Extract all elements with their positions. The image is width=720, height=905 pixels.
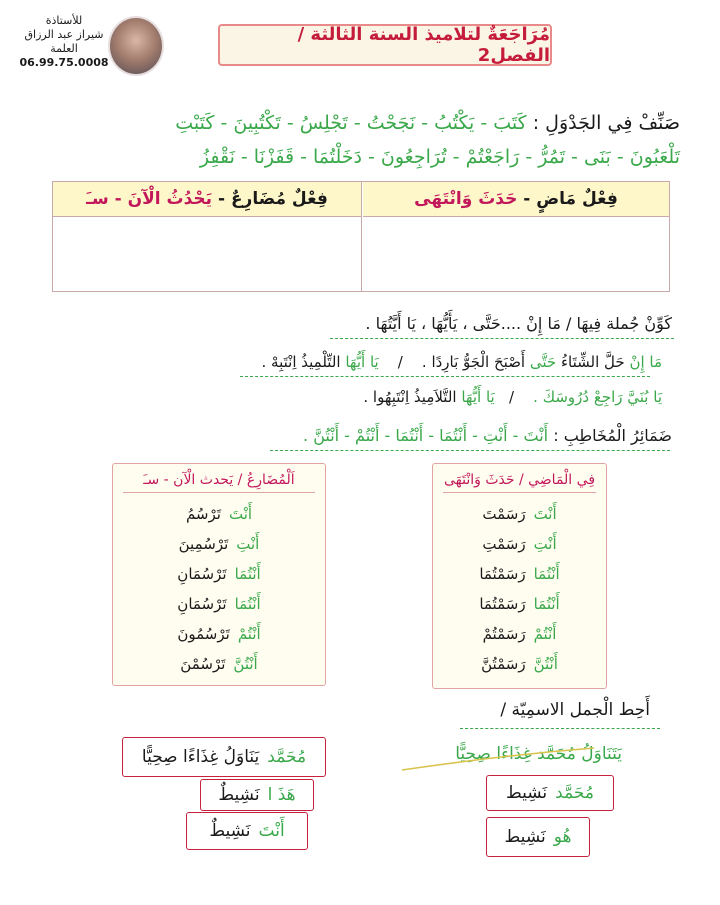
verb: رَسَمْتُنَّ — [481, 655, 526, 673]
pronoun: أَنْتُمْ — [237, 625, 261, 643]
col-present-label: فِعْلٌ مُضَارِعٌ - — [217, 189, 328, 209]
ex2-separator: / — [509, 388, 515, 406]
left-2-subject: هَذَ ا — [267, 785, 296, 805]
verb: تَرْسُمُ — [185, 505, 221, 523]
past-row — [433, 619, 606, 649]
example1-underline — [240, 376, 650, 377]
exercise3-line — [303, 426, 672, 445]
present-row — [113, 499, 325, 529]
exercise1-words-line1: كَتَبَ - يَكْتُبُ - نَجَحْتُ - تَجْلِسُ - تَكْتُبِينَ - كَتَبْتِ — [175, 112, 527, 134]
exercise4-instruction: أَحِط الْجمل الاسمِيّة / — [500, 700, 650, 720]
pronoun: أَنْتُمْ — [533, 625, 557, 643]
verb: رَسَمْتُمَا — [479, 565, 526, 583]
right-sentence-3-box — [486, 817, 590, 857]
verb: تَرْسُمَانِ — [177, 595, 227, 613]
table-header-past — [363, 182, 669, 217]
pronoun: أَنْتِ — [533, 535, 557, 553]
left-2-predicate: نَشِيطٌ — [218, 785, 260, 805]
ex1-text-a: حَلَّ الشِّتَاءُ — [560, 353, 625, 371]
verb: رَسَمْتِ — [482, 535, 526, 553]
pronoun: أَنْتُنَّ — [233, 655, 258, 673]
verb: تَرْسُمَانِ — [177, 565, 227, 583]
present-row — [113, 619, 325, 649]
pronoun: أَنْتَ — [228, 505, 253, 523]
exercise2-instruction: كَوِّنْ جُملة فِيهَا / مَا إِنْ ....حَتَّى ، يَأَيُّهَا ، يَا أَيَّتُهَا . — [365, 314, 672, 333]
left-3-predicate: نَشِيطٌ — [209, 821, 251, 841]
exercise2-example2 — [363, 388, 662, 406]
teacher-info — [14, 14, 114, 70]
pronoun: أَنْتُنَّ — [533, 655, 558, 673]
table-header-present — [53, 182, 362, 217]
present-row — [113, 529, 325, 559]
verb: رَسَمْتُمَا — [479, 595, 526, 613]
ex1-text-b: أَصْبَحَ الْجَوُّ بَارِدًا . — [421, 353, 526, 371]
exercise1-instruction: صَنِّفْ فِي الجَدْوَلِ : — [532, 112, 680, 134]
exercise1-words-line2: تَلْعَبُونَ - بَنَى - تَمُرُّ - رَاجَعْتُمْ - تُرَاجِعُونَ - دَخَلْتُمَا - قَفَزْنَا - نَقْفِزُ — [199, 146, 680, 168]
past-conjugation-box — [432, 463, 607, 689]
left-1-predicate: يَنَاوَلُ غِذَاءًا صِحِيًّا — [141, 747, 260, 767]
ex1-hatta: حَتَّى — [529, 353, 557, 371]
present-row — [113, 559, 325, 589]
exercise3-pronouns: أَنْتَ - أَنْتِ - أَنْتُمَا - أَنْتُمَا - أَنْتُمْ - أَنْتُنَّ . — [303, 426, 549, 445]
ex1-separator: / — [397, 353, 403, 371]
col-present-hint: يَحْدُثُ الْآنَ - سـَ — [86, 189, 213, 209]
past-box-header: فِي الْمَاضِي / حَدَثَ وَانْتَهَى — [443, 472, 596, 488]
teacher-name: شيراز عبد الرزاق — [24, 28, 104, 41]
past-row — [433, 559, 606, 589]
pronoun: أَنْتِ — [236, 535, 260, 553]
left-sentence-3-box — [186, 812, 308, 850]
classification-table — [52, 181, 670, 292]
left-sentence-1-box — [122, 737, 326, 777]
exercise4-underline — [460, 728, 660, 729]
left-1-subject: مُحَمَّد — [267, 747, 307, 767]
ex1-ya-ayyuha: يَا أَيُّهَا — [345, 353, 379, 371]
past-row — [433, 499, 606, 529]
exercise3-underline — [270, 450, 670, 451]
exercise3-instruction: ضَمَائِرُ الْمُخَاطِبِ : — [553, 426, 672, 445]
col-past-label: فِعْلٌ مَاضٍ - — [523, 189, 618, 209]
right-2-predicate: نَشِيط — [506, 783, 548, 803]
past-row — [433, 589, 606, 619]
col-past-hint: حَدَثَ وَانْتَهَى — [414, 189, 518, 209]
pronoun: أَنْتُمَا — [234, 565, 261, 583]
ex1-ma-in: مَا إِنْ — [629, 353, 662, 371]
pronoun: أَنْتُمَا — [533, 565, 560, 583]
verb: تَرْسُمُونَ — [177, 625, 230, 643]
verb: رَسَمْتُمْ — [482, 625, 526, 643]
pronoun: أَنْتُمَا — [533, 595, 560, 613]
table-divider — [361, 216, 362, 291]
pronoun: أَنْتَ — [533, 505, 557, 523]
strike-mark — [398, 744, 598, 774]
exercise2-example1 — [262, 353, 662, 371]
teacher-surname: العلمة — [50, 42, 78, 55]
pronoun: أَنْتُمَا — [234, 595, 261, 613]
present-conjugation-box — [112, 463, 326, 686]
left-sentence-2-box — [200, 779, 314, 811]
past-row — [433, 649, 606, 679]
page-title: مُرَاجَعَةٌ لتلاميذ السنة الثالثة / الفصل2 — [218, 24, 552, 66]
ex1-text-c: التِّلْمِيذُ اِنْتَبِهْ . — [261, 353, 341, 371]
present-box-header: اَلْمُضَارِعُ / يَحدث الْآن - سـَ — [143, 472, 295, 488]
right-sentence-2-box — [486, 775, 614, 811]
right-1-text: يَتَنَاوَلُ مُحَمَّد غِذَاءًا صِحِيًّا — [455, 744, 622, 764]
present-row — [113, 649, 325, 679]
verb: رَسَمْتَ — [482, 505, 526, 523]
left-3-subject: أَنْتَ — [258, 821, 285, 841]
present-row — [113, 589, 325, 619]
right-2-subject: مُحَمَّد — [555, 783, 595, 803]
exercise1-line1 — [175, 112, 680, 134]
right-3-subject: هُو — [553, 827, 572, 847]
ex2-text-a: يَا بُنَيَّ رَاجِعْ دُرُوسَكَ . — [533, 388, 662, 406]
exercise2-underline — [330, 338, 674, 339]
verb: تَرْسُمْنَ — [180, 655, 226, 673]
teacher-photo — [108, 16, 164, 76]
ex2-ya-ayyuha: يَا أَيُّهَا — [461, 388, 495, 406]
right-3-predicate: نَشِيط — [504, 827, 546, 847]
teacher-phone: 06.99.75.0008 — [19, 56, 109, 69]
ex2-text-c: التَّلاَمِيذُ اِنْتَبِهُوا . — [363, 388, 457, 406]
teacher-label: للأستاذة — [45, 14, 83, 27]
past-row — [433, 529, 606, 559]
verb: تَرْسُمِينَ — [178, 535, 229, 553]
